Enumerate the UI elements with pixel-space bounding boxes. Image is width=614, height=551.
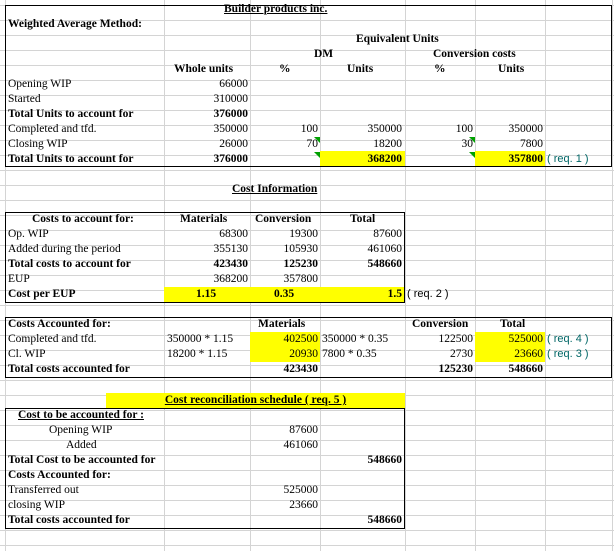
cost-row-total: 87600 xyxy=(373,228,402,240)
recon-accounted-label: Costs Accounted for: xyxy=(8,469,111,481)
cost-materials-header: Materials xyxy=(180,213,228,225)
accounted-conversion-header: Conversion xyxy=(412,318,469,330)
accounted-row-formula-materials: 350000 * 1.15 xyxy=(167,333,234,345)
units-row-dm-pct xyxy=(250,152,318,167)
recon-opening-wip-label: Opening WIP xyxy=(49,424,113,436)
units-row-label: Closing WIP xyxy=(8,138,68,150)
gridline xyxy=(0,545,614,546)
units-row-cc-pct: 30 xyxy=(461,138,473,150)
units-row-dm-units: 18200 xyxy=(373,138,402,150)
dm-pct-header: % xyxy=(279,63,291,75)
units-row-whole: 310000 xyxy=(213,93,248,105)
recon-total-to-be-value: 548660 xyxy=(367,454,402,466)
accounted-row-materials: 423430 xyxy=(283,363,318,375)
cost-row-label: Added during the period xyxy=(8,243,121,255)
cost-row-total: 1.5 xyxy=(387,288,402,300)
units-row-whole: 376000 xyxy=(213,108,248,120)
cost-row-label: Cost per EUP xyxy=(8,288,76,300)
units-row-cc-units: 357800 xyxy=(508,153,543,165)
recon-transferred-value: 525000 xyxy=(283,484,318,496)
cost-row-conversion: 357800 xyxy=(283,273,318,285)
recon-opening-wip-value: 87600 xyxy=(289,424,318,436)
units-row-cc-units xyxy=(475,92,543,107)
units-row-cc-pct: 100 xyxy=(455,123,473,135)
cost-row-conversion: 0.35 xyxy=(273,288,295,300)
units-row-dm-units xyxy=(320,92,402,107)
method-label: Weighted Average Method: xyxy=(8,18,142,30)
recon-closing-label: closing WIP xyxy=(8,499,65,511)
accounted-total-header: Total xyxy=(500,318,526,330)
gridline xyxy=(0,170,614,171)
recon-closing-value: 23660 xyxy=(289,499,318,511)
cost-row-materials: 423430 xyxy=(213,258,248,270)
cost-row-label: EUP xyxy=(8,273,30,285)
equivalent-units-header: Equivalent Units xyxy=(356,33,439,45)
dm-units-header: Units xyxy=(347,63,374,75)
units-row-label: Started xyxy=(8,93,41,105)
cost-row-materials: 68300 xyxy=(219,228,248,240)
units-row-dm-pct: 70 xyxy=(306,138,318,150)
cost-row-conversion: 125230 xyxy=(283,258,318,270)
units-row-dm-units: 368200 xyxy=(367,153,402,165)
units-row-whole: 66000 xyxy=(219,78,248,90)
conversion-costs-header: Conversion costs xyxy=(433,48,516,60)
cost-row-materials: 368200 xyxy=(213,273,248,285)
accounted-row-conversion: 125230 xyxy=(438,363,473,375)
cost-row-total: 461060 xyxy=(367,243,402,255)
accounted-row-label: Completed and tfd. xyxy=(8,333,97,345)
cost-row-label: Total costs to account for xyxy=(8,258,131,270)
gridline xyxy=(0,50,614,51)
recon-added-value: 461060 xyxy=(283,439,318,451)
units-row-cc-units: 350000 xyxy=(508,123,543,135)
units-row-cc-units xyxy=(475,107,543,122)
cost-row-materials: 1.15 xyxy=(195,288,217,300)
gridline xyxy=(0,35,614,36)
units-row-cc-units: 7800 xyxy=(520,138,543,150)
accounted-row-materials: 402500 xyxy=(283,333,318,345)
cost-row-conversion: 105930 xyxy=(283,243,318,255)
reconciliation-title: Cost reconciliation schedule ( req. 5 ) xyxy=(164,394,347,406)
cc-units-header: Units xyxy=(498,63,525,75)
recon-total-accounted-value: 548660 xyxy=(367,514,402,526)
accounted-row-note: ( req. 4 ) xyxy=(547,333,589,345)
units-row-cc-pct xyxy=(405,152,473,167)
units-row-dm-units xyxy=(320,77,402,92)
gridline xyxy=(0,200,614,201)
cost-total-header: Total xyxy=(350,213,376,225)
company-title: Builder products inc. xyxy=(224,3,328,15)
accounted-row-materials: 20930 xyxy=(289,348,318,360)
dm-header: DM xyxy=(314,48,334,60)
cost-row-label: Costs to account for: xyxy=(32,213,134,225)
whole-units-header: Whole units xyxy=(174,63,234,75)
accounted-row-label: Cl. WIP xyxy=(8,348,46,360)
accounted-row-total: 23660 xyxy=(514,348,543,360)
units-row-label: Total Units to account for xyxy=(8,153,134,165)
accounted-row-formula-conversion: 7800 * 0.35 xyxy=(322,348,377,360)
accounted-row-formula-conversion: 350000 * 0.35 xyxy=(322,333,389,345)
units-row-dm-pct: 100 xyxy=(300,123,318,135)
recon-total-to-be-label: Total Cost to be accounted for xyxy=(8,454,156,466)
accounted-materials-header: Materials xyxy=(258,318,306,330)
recon-transferred-label: Transferred out xyxy=(8,484,79,496)
accounted-label: Costs Accounted for: xyxy=(8,318,111,330)
accounted-row-total: 548660 xyxy=(508,363,543,375)
cost-row-label: Op. WIP xyxy=(8,228,49,240)
units-row-whole: 376000 xyxy=(213,153,248,165)
units-row-cc-pct xyxy=(405,107,473,122)
units-row-whole: 350000 xyxy=(213,123,248,135)
cost-to-be-label: Cost to be accounted for : xyxy=(18,409,144,421)
accounted-row-conversion: 2730 xyxy=(450,348,473,360)
units-row-dm-pct xyxy=(250,92,318,107)
units-row-dm-pct xyxy=(250,77,318,92)
units-row-whole: 26000 xyxy=(219,138,248,150)
units-row-dm-units xyxy=(320,107,402,122)
recon-total-accounted-label: Total costs accounted for xyxy=(8,514,130,526)
accounted-row-label: Total costs accounted for xyxy=(8,363,130,375)
gridline xyxy=(0,530,614,531)
units-row-label: Completed and tfd. xyxy=(8,123,97,135)
cost-conversion-header: Conversion xyxy=(255,213,312,225)
accounted-row-formula-materials: 18200 * 1.15 xyxy=(167,348,228,360)
cc-pct-header: % xyxy=(434,63,446,75)
accounted-row-conversion: 122500 xyxy=(438,333,473,345)
units-row-cc-pct xyxy=(405,92,473,107)
gridline xyxy=(0,380,614,381)
cost-row-total xyxy=(320,272,402,287)
cost-info-title: Cost Information xyxy=(232,183,318,195)
units-row-note: ( req. 1 ) xyxy=(547,153,589,165)
recon-added-label: Added xyxy=(66,439,97,451)
accounted-row-total: 525000 xyxy=(508,333,543,345)
units-row-cc-units xyxy=(475,77,543,92)
units-row-label: Total Units to account for xyxy=(8,108,134,120)
cost-row-total: 548660 xyxy=(367,258,402,270)
units-row-dm-pct xyxy=(250,107,318,122)
units-row-cc-pct xyxy=(405,77,473,92)
cost-row-materials: 355130 xyxy=(213,243,248,255)
units-row-dm-units: 350000 xyxy=(367,123,402,135)
cost-row-note: ( req. 2 ) xyxy=(407,288,449,300)
cost-row-conversion: 19300 xyxy=(289,228,318,240)
units-row-label: Opening WIP xyxy=(8,78,72,90)
gridline xyxy=(0,305,614,306)
accounted-row-note: ( req. 3 ) xyxy=(547,348,589,360)
